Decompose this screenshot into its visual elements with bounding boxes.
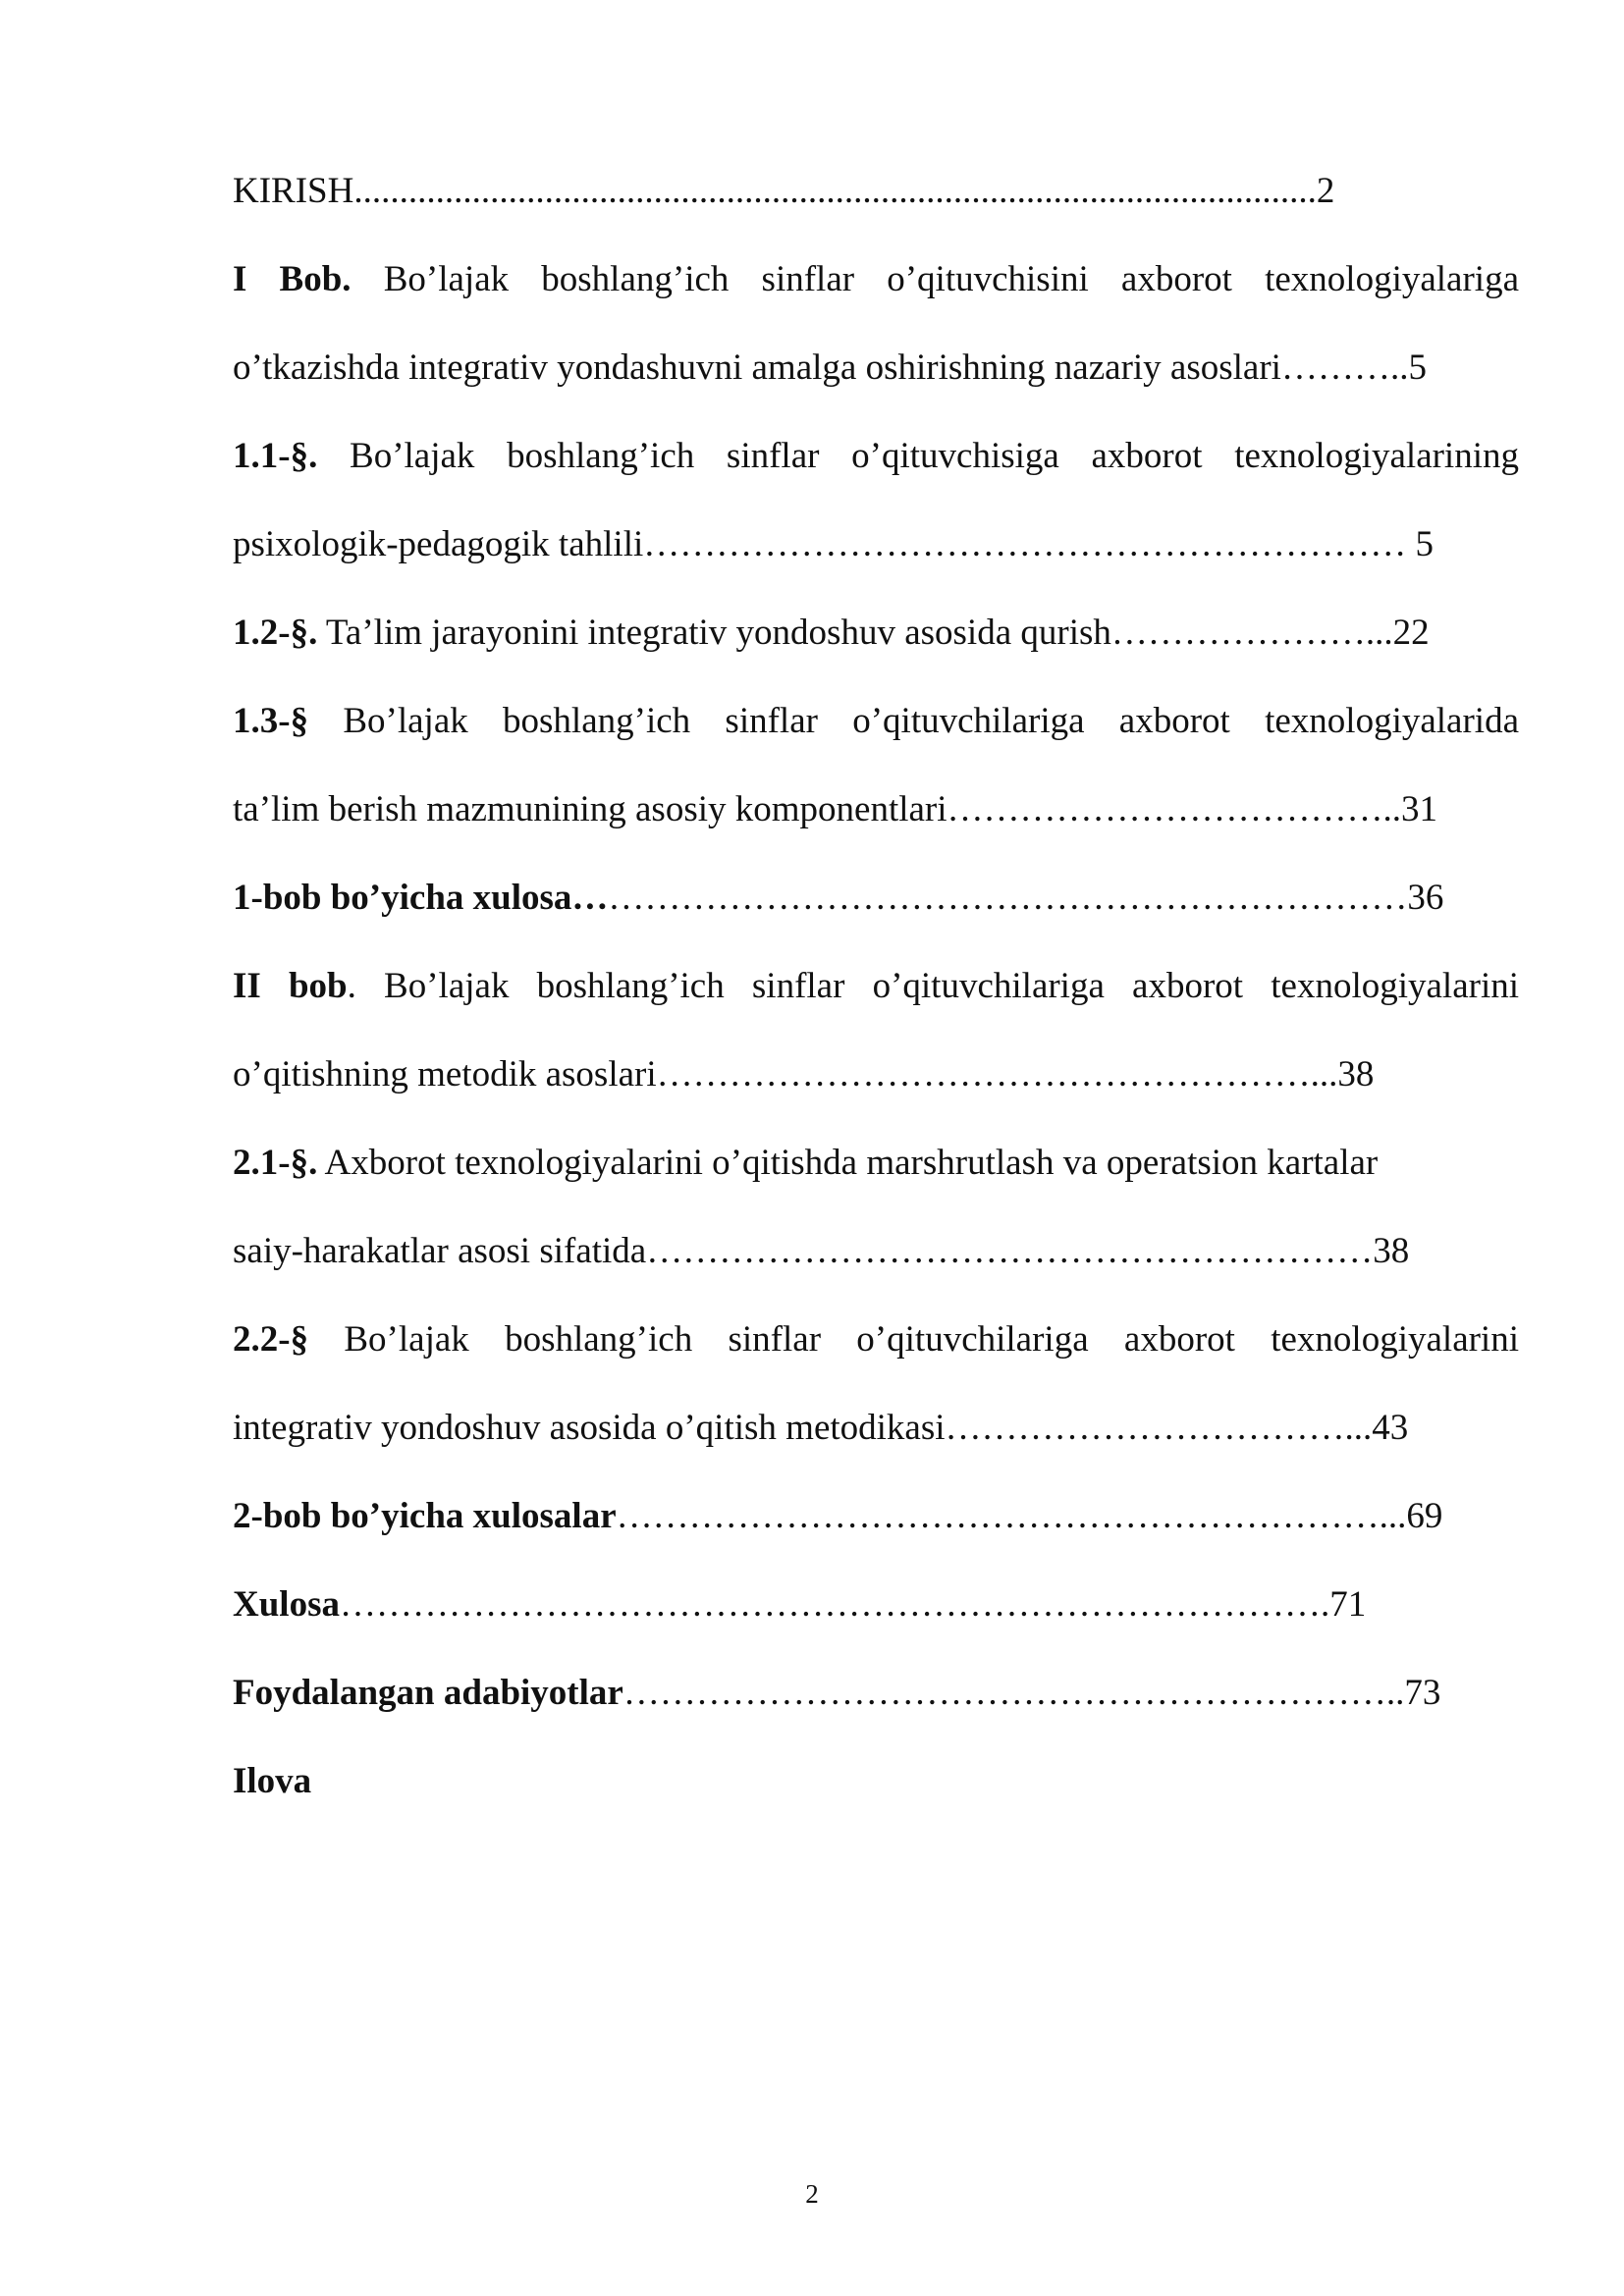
- toc-entry-label: 1.3-§: [233, 701, 309, 741]
- toc-entry-text: saiy-harakatlar asosi sifatida……………………………………………………38: [233, 1231, 1410, 1271]
- toc-entry-xulosa: [233, 1561, 1519, 1649]
- toc-entry-text: o’qitishning metodik asoslari………………………………………………...38: [233, 1054, 1375, 1095]
- toc-entry-label: II bob: [233, 966, 348, 1006]
- toc-entry-bob2: [233, 942, 1519, 1031]
- toc-entry-section-2-2: [233, 1296, 1519, 1384]
- toc-entry-label: 2.1-§.: [233, 1143, 318, 1183]
- toc-entry-text: ta’lim berish mazmunining asosiy komponentlari………………………………..31: [233, 789, 1438, 829]
- toc-entry-label: Ilova: [233, 1761, 312, 1801]
- toc-entry-label: I Bob.: [233, 259, 352, 299]
- toc-entry-label: Foydalangan adabiyotlar: [233, 1673, 623, 1713]
- toc-entry-bob1: [233, 236, 1519, 324]
- toc-entry-section-1-3-continued: [233, 766, 1519, 854]
- toc-entry-section-2-2-continued: [233, 1384, 1519, 1472]
- toc-entry-section-1-2: [233, 589, 1519, 677]
- toc-entry-text: . Bo’lajak boshlang’ich sinflar o’qituvchilariga axborot texnologiyalarini: [347, 966, 1519, 1006]
- toc-entry-kirish: [233, 147, 1519, 236]
- toc-entry-text: ………………………………………………………...69: [616, 1496, 1443, 1536]
- toc-entry-text: ……………………………………………………………………….71: [339, 1584, 1367, 1625]
- toc-entry-ilova: [233, 1737, 1519, 1826]
- table-of-contents: [233, 147, 1519, 1826]
- toc-entry-section-2-1-continued: [233, 1207, 1519, 1296]
- toc-entry-text: Bo’lajak boshlang’ich sinflar o’qituvchisini axborot texnologiyalariga: [351, 259, 1519, 299]
- toc-entry-section-1-1-continued: [233, 501, 1519, 589]
- toc-entry-text: integrativ yondoshuv asosida o’qitish metodikasi……………………………...43: [233, 1408, 1409, 1448]
- toc-entry-xulosa-1: [233, 854, 1519, 942]
- toc-entry-label: 2-bob bo’yicha xulosalar: [233, 1496, 617, 1536]
- toc-entry-bob2-continued: [233, 1031, 1519, 1119]
- toc-entry-text: Bo’lajak boshlang’ich sinflar o’qituvchilariga axborot texnologiyalarida: [308, 701, 1519, 741]
- toc-entry-section-1-3: [233, 677, 1519, 766]
- toc-entry-section-1-1: [233, 412, 1519, 501]
- toc-entry-label: 1.1-§.: [233, 436, 318, 476]
- toc-entry-label: Xulosa: [233, 1584, 340, 1625]
- toc-entry-adabiyotlar: [233, 1649, 1519, 1737]
- toc-entry-bob1-continued: [233, 324, 1519, 412]
- toc-entry-text: psixologik-pedagogik tahlili……………………………………………………… 5: [233, 524, 1435, 564]
- toc-entry-text: …………………………………………………………36: [608, 878, 1444, 918]
- toc-entry-label: 1-bob bo’yicha xulosa…: [233, 878, 609, 918]
- toc-entry-section-2-1: [233, 1119, 1519, 1207]
- toc-entry-label: 1.2-§.: [233, 613, 318, 653]
- toc-entry-text: o’tkazishda integrativ yondashuvni amalga oshirishning nazariy asoslari………..5: [233, 347, 1427, 388]
- toc-entry-text: ………………………………………………………..73: [623, 1673, 1441, 1713]
- toc-entry-text: Ta’lim jarayonini integrativ yondoshuv asosida qurish…………………...22: [317, 613, 1430, 653]
- toc-entry-text: KIRISH..........................................................................................................2: [233, 171, 1335, 211]
- toc-entry-text: Axborot texnologiyalarini o’qitishda marshrutlash va operatsion kartalar: [317, 1143, 1379, 1183]
- toc-entry-text: Bo’lajak boshlang’ich sinflar o’qituvchilariga axborot texnologiyalarini: [308, 1319, 1519, 1360]
- toc-entry-text: Bo’lajak boshlang’ich sinflar o’qituvchisiga axborot texnologiyalarining: [317, 436, 1519, 476]
- toc-entry-xulosa-2: [233, 1472, 1519, 1561]
- page-number: 2: [805, 2179, 819, 2209]
- toc-entry-label: 2.2-§: [233, 1319, 309, 1360]
